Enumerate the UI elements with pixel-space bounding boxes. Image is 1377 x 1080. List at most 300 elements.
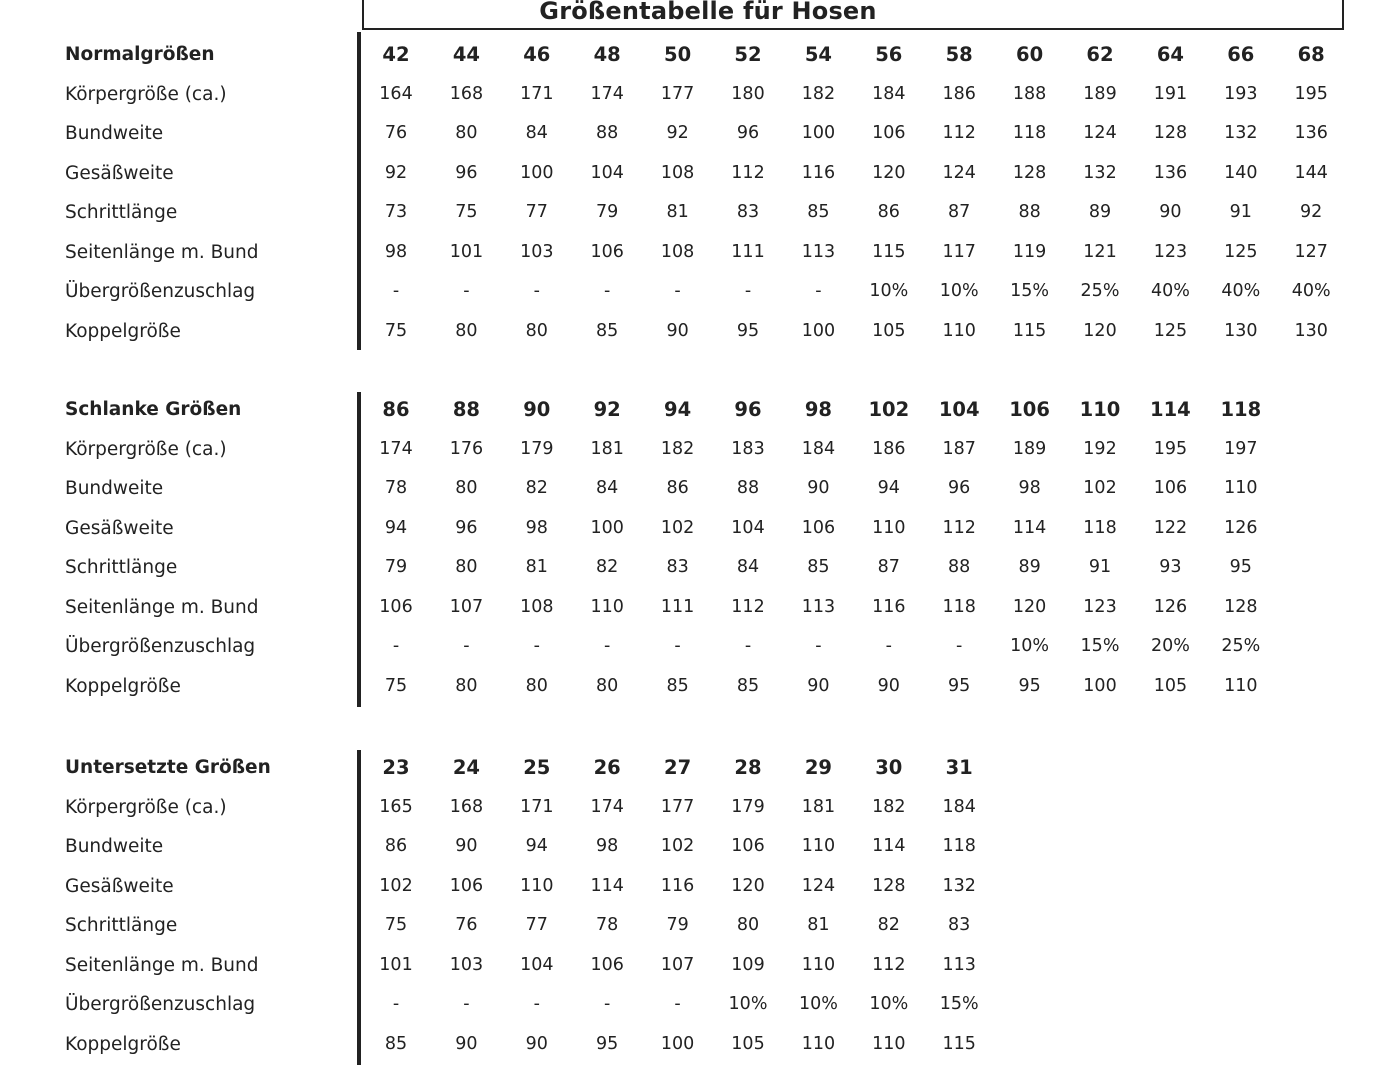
- table-cell: 96: [736, 123, 760, 143]
- table-cell: 75: [455, 202, 478, 222]
- table-cell: 10%: [869, 281, 909, 301]
- table-cell: 136: [1294, 123, 1328, 143]
- table-cell: 104: [520, 955, 554, 975]
- table-cell: 116: [872, 597, 906, 617]
- table-cell: 106: [1153, 478, 1188, 498]
- table-cell: 15%: [1010, 281, 1050, 301]
- table-cell: 15%: [1080, 636, 1120, 656]
- table-cell: 112: [872, 955, 906, 975]
- table-cell: 110: [801, 1034, 836, 1054]
- table-cell: -: [463, 636, 470, 656]
- table-cell: 10%: [728, 994, 768, 1014]
- table-cell: 80: [525, 321, 548, 341]
- row-label: Schrittlänge: [65, 202, 178, 223]
- table-cell: 87: [948, 202, 971, 222]
- table-cell: 114: [590, 876, 624, 896]
- table-cell: 195: [1294, 84, 1328, 104]
- table-row: [0, 469, 1377, 508]
- table-cell: 119: [1012, 242, 1047, 262]
- row-label: Koppelgröße: [65, 676, 181, 697]
- table-cell: 113: [801, 597, 836, 617]
- table-cell: 120: [1083, 321, 1117, 341]
- table-cell: 90: [525, 1034, 548, 1054]
- table-cell: 102: [379, 876, 413, 896]
- table-cell: 92: [384, 163, 408, 183]
- size-header-cell: 56: [875, 43, 903, 66]
- size-header-cell: 104: [938, 398, 980, 421]
- table-cell: 88: [736, 478, 760, 498]
- size-header-cell: 23: [382, 756, 410, 779]
- table-cell: 108: [520, 597, 554, 617]
- table-cell: -: [604, 636, 611, 656]
- table-cell: 82: [525, 478, 548, 498]
- table-cell: 92: [666, 123, 689, 143]
- table-cell: 180: [731, 84, 765, 104]
- table-cell: 94: [877, 478, 900, 498]
- table-cell: 100: [520, 163, 554, 183]
- table-cell: 124: [942, 163, 976, 183]
- table-cell: 101: [449, 242, 484, 262]
- table-cell: 165: [379, 797, 413, 817]
- table-cell: 121: [1083, 242, 1117, 262]
- table-cell: 81: [807, 915, 830, 935]
- size-header-cell: 66: [1227, 43, 1255, 66]
- table-cell: 81: [666, 202, 689, 222]
- table-cell: 95: [736, 321, 760, 341]
- table-cell: 89: [1018, 557, 1041, 577]
- table-cell: 110: [942, 321, 976, 341]
- size-header-cell: 54: [804, 43, 832, 66]
- table-cell: 82: [877, 915, 900, 935]
- row-label: Seitenlänge m. Bund: [65, 597, 259, 618]
- table-cell: 118: [942, 597, 976, 617]
- table-row: [0, 788, 1377, 827]
- table-row: [0, 233, 1377, 272]
- table-cell: 91: [1088, 557, 1112, 577]
- table-cell: 94: [384, 518, 408, 538]
- table-cell: 75: [384, 915, 408, 935]
- table-cell: 128: [1153, 123, 1188, 143]
- row-label: Koppelgröße: [65, 321, 181, 342]
- table-cell: 110: [801, 955, 836, 975]
- table-cell: 85: [666, 676, 689, 696]
- table-cell: 112: [731, 163, 765, 183]
- row-label: Koppelgröße: [65, 1034, 181, 1055]
- page-title: Größentabelle für Hosen: [539, 0, 877, 25]
- row-label: Seitenlänge m. Bund: [65, 955, 259, 976]
- table-cell: 114: [1012, 518, 1047, 538]
- table-cell: 80: [455, 676, 478, 696]
- table-row: [0, 588, 1377, 627]
- table-cell: 184: [872, 84, 906, 104]
- table-cell: -: [604, 281, 611, 301]
- table-cell: 96: [455, 163, 478, 183]
- table-cell: 113: [942, 955, 976, 975]
- table-cell: 110: [590, 597, 624, 617]
- row-label: Körpergröße (ca.): [65, 84, 227, 105]
- table-cell: 186: [942, 84, 976, 104]
- table-cell: 132: [1224, 123, 1258, 143]
- table-cell: 123: [1153, 242, 1188, 262]
- table-cell: 111: [660, 597, 695, 617]
- title-box: [362, 0, 1344, 30]
- size-header-cell: 114: [1150, 398, 1191, 421]
- size-header-cell: 31: [945, 756, 973, 779]
- table-cell: 117: [942, 242, 976, 262]
- table-cell: 186: [872, 439, 906, 459]
- table-cell: 120: [731, 876, 765, 896]
- row-label: Schrittlänge: [65, 915, 178, 936]
- table-cell: 116: [660, 876, 695, 896]
- table-row: [0, 114, 1377, 153]
- table-cell: 182: [660, 439, 695, 459]
- table-cell: 95: [1229, 557, 1252, 577]
- table-cell: 102: [660, 836, 695, 856]
- table-cell: 90: [807, 676, 830, 696]
- table-cell: 174: [590, 84, 624, 104]
- table-cell: 80: [596, 676, 619, 696]
- table-cell: 105: [1153, 676, 1188, 696]
- table-cell: 90: [877, 676, 900, 696]
- table-row: [0, 827, 1377, 866]
- table-cell: 86: [877, 202, 900, 222]
- table-row: [0, 1025, 1377, 1064]
- size-header-cell: 102: [868, 398, 910, 421]
- table-cell: 184: [942, 797, 976, 817]
- table-cell: 120: [872, 163, 906, 183]
- table-cell: -: [533, 281, 540, 301]
- table-header-row: [0, 390, 1377, 429]
- table-cell: 113: [801, 242, 836, 262]
- table-cell: 115: [872, 242, 906, 262]
- size-header-cell: 88: [452, 398, 480, 421]
- row-label: Gesäßweite: [65, 876, 174, 897]
- table-cell: 90: [807, 478, 830, 498]
- table-cell: 108: [660, 163, 695, 183]
- table-cell: 106: [590, 955, 624, 975]
- table-cell: 40%: [1291, 281, 1331, 301]
- table-cell: 89: [1088, 202, 1112, 222]
- table-cell: 80: [525, 676, 548, 696]
- table-cell: -: [463, 281, 470, 301]
- size-header-cell: 27: [664, 756, 692, 779]
- table-header-row: [0, 748, 1377, 787]
- table-cell: -: [744, 636, 752, 656]
- table-cell: 106: [590, 242, 624, 262]
- table-cell: 126: [1224, 518, 1258, 538]
- table-cell: 110: [872, 1034, 906, 1054]
- table-cell: 10%: [798, 994, 838, 1014]
- table-cell: 98: [525, 518, 548, 538]
- size-header-cell: 42: [382, 43, 410, 66]
- size-header-cell: 28: [734, 756, 762, 779]
- row-label: Bundweite: [65, 836, 164, 857]
- table-cell: 195: [1153, 439, 1188, 459]
- table-cell: 182: [801, 84, 836, 104]
- size-table-1: [0, 35, 1377, 351]
- table-cell: 85: [807, 202, 830, 222]
- table-cell: 132: [1083, 163, 1117, 183]
- table-title: Normalgrößen: [65, 44, 215, 65]
- table-cell: 83: [666, 557, 689, 577]
- table-cell: 130: [1294, 321, 1328, 341]
- size-header-cell: 52: [734, 43, 762, 66]
- table-cell: 79: [596, 202, 619, 222]
- table-cell: 85: [384, 1034, 408, 1054]
- table-cell: 115: [1012, 321, 1047, 341]
- table-cell: 96: [455, 518, 478, 538]
- table-cell: -: [392, 994, 400, 1014]
- table-cell: 84: [596, 478, 619, 498]
- table-cell: 127: [1294, 242, 1328, 262]
- size-header-cell: 46: [523, 43, 551, 66]
- table-cell: 78: [384, 478, 408, 498]
- table-row: [0, 193, 1377, 232]
- table-cell: 100: [801, 321, 836, 341]
- table-cell: 100: [590, 518, 624, 538]
- size-header-cell: 60: [1016, 43, 1044, 66]
- table-cell: 189: [1083, 84, 1117, 104]
- table-cell: 77: [525, 915, 548, 935]
- table-cell: 87: [877, 557, 900, 577]
- row-label: Körpergröße (ca.): [65, 439, 227, 460]
- table-cell: 118: [1012, 123, 1047, 143]
- size-header-cell: 118: [1220, 398, 1262, 421]
- table-cell: 109: [731, 955, 765, 975]
- table-cell: -: [463, 994, 470, 1014]
- table-cell: 171: [520, 797, 554, 817]
- table-cell: 75: [384, 676, 408, 696]
- table-cell: 124: [1083, 123, 1117, 143]
- row-label: Übergrößenzuschlag: [65, 636, 256, 657]
- table-cell: 106: [731, 836, 765, 856]
- table-cell: 126: [1153, 597, 1188, 617]
- table-cell: 106: [379, 597, 413, 617]
- table-cell: 171: [520, 84, 554, 104]
- table-cell: 84: [525, 123, 548, 143]
- row-label: Körpergröße (ca.): [65, 797, 227, 818]
- size-header-cell: 25: [523, 756, 551, 779]
- row-label: Gesäßweite: [65, 518, 174, 539]
- table-cell: -: [392, 636, 400, 656]
- table-cell: 92: [1300, 202, 1323, 222]
- table-cell: 103: [520, 242, 554, 262]
- size-header-cell: 62: [1086, 43, 1114, 66]
- table-cell: 144: [1294, 163, 1328, 183]
- table-cell: 84: [736, 557, 760, 577]
- table-row: [0, 154, 1377, 193]
- table-row: [0, 312, 1377, 351]
- table-cell: 110: [520, 876, 554, 896]
- table-header-row: [0, 35, 1377, 74]
- table-cell: 197: [1224, 439, 1258, 459]
- table-cell: 120: [1012, 597, 1047, 617]
- table-cell: 192: [1083, 439, 1117, 459]
- table-cell: 110: [872, 518, 906, 538]
- table-cell: 110: [1224, 478, 1258, 498]
- table-row: [0, 867, 1377, 906]
- table-cell: 79: [666, 915, 689, 935]
- table-cell: 101: [379, 955, 413, 975]
- table-cell: 168: [449, 797, 484, 817]
- table-cell: 15%: [939, 994, 979, 1014]
- table-cell: 116: [801, 163, 836, 183]
- size-header-cell: 44: [452, 43, 480, 66]
- table-cell: -: [604, 994, 611, 1014]
- table-cell: 130: [1224, 321, 1258, 341]
- table-cell: 191: [1153, 84, 1188, 104]
- table-cell: 75: [384, 321, 408, 341]
- size-header-cell: 86: [382, 398, 410, 421]
- table-cell: 177: [660, 84, 695, 104]
- size-header-cell: 64: [1156, 43, 1184, 66]
- size-header-cell: 98: [804, 398, 832, 421]
- size-header-cell: 30: [875, 756, 903, 779]
- table-cell: 88: [1018, 202, 1041, 222]
- table-cell: 73: [384, 202, 408, 222]
- table-cell: 177: [660, 797, 695, 817]
- table-cell: 123: [1083, 597, 1117, 617]
- table-cell: 125: [1153, 321, 1188, 341]
- table-cell: 189: [1012, 439, 1047, 459]
- table-cell: 181: [590, 439, 624, 459]
- size-header-cell: 48: [593, 43, 621, 66]
- size-header-cell: 96: [734, 398, 762, 421]
- table-cell: 76: [384, 123, 408, 143]
- table-cell: 140: [1224, 163, 1258, 183]
- table-cell: 112: [942, 518, 976, 538]
- table-cell: 100: [1083, 676, 1117, 696]
- table-cell: 174: [379, 439, 413, 459]
- table-cell: 90: [455, 1034, 478, 1054]
- size-header-cell: 29: [804, 756, 832, 779]
- table-cell: 90: [1159, 202, 1182, 222]
- size-header-cell: 24: [452, 756, 480, 779]
- table-title: Untersetzte Größen: [65, 757, 271, 778]
- table-row: [0, 509, 1377, 548]
- table-cell: 176: [449, 439, 484, 459]
- table-cell: 98: [596, 836, 619, 856]
- table-cell: -: [674, 994, 681, 1014]
- table-cell: 102: [660, 518, 695, 538]
- table-cell: 168: [449, 84, 484, 104]
- table-cell: -: [744, 281, 752, 301]
- table-cell: 188: [1012, 84, 1047, 104]
- table-cell: 106: [872, 123, 906, 143]
- table-cell: 118: [1083, 518, 1117, 538]
- table-cell: 86: [666, 478, 689, 498]
- table-cell: 86: [384, 836, 408, 856]
- table-cell: 107: [660, 955, 695, 975]
- table-cell: 182: [872, 797, 906, 817]
- table-cell: 83: [736, 202, 760, 222]
- table-cell: 77: [525, 202, 548, 222]
- size-header-cell: 68: [1297, 43, 1325, 66]
- table-cell: 136: [1153, 163, 1188, 183]
- table-cell: 94: [525, 836, 548, 856]
- table-cell: 187: [942, 439, 976, 459]
- table-row: [0, 667, 1377, 706]
- table-cell: 104: [590, 163, 624, 183]
- table-cell: 80: [736, 915, 760, 935]
- table-cell: 128: [872, 876, 906, 896]
- table-cell: 82: [596, 557, 619, 577]
- table-cell: 110: [1224, 676, 1258, 696]
- table-cell: 128: [1012, 163, 1047, 183]
- table-cell: 95: [596, 1034, 619, 1054]
- table-cell: 100: [660, 1034, 695, 1054]
- table-cell: 108: [660, 242, 695, 262]
- row-label: Übergrößenzuschlag: [65, 994, 256, 1015]
- table-cell: 106: [449, 876, 484, 896]
- size-header-cell: 58: [945, 43, 973, 66]
- table-row: [0, 906, 1377, 945]
- table-cell: 106: [801, 518, 836, 538]
- table-cell: -: [674, 281, 681, 301]
- table-cell: 91: [1229, 202, 1252, 222]
- table-cell: 105: [731, 1034, 765, 1054]
- table-row: [0, 272, 1377, 311]
- table-cell: 104: [731, 518, 765, 538]
- table-cell: 93: [1159, 557, 1182, 577]
- table-cell: 125: [1224, 242, 1258, 262]
- table-cell: 10%: [939, 281, 979, 301]
- row-label: Bundweite: [65, 478, 164, 499]
- size-header-cell: 90: [523, 398, 551, 421]
- table-cell: -: [815, 281, 822, 301]
- table-cell: 122: [1153, 518, 1188, 538]
- table-cell: 80: [455, 478, 478, 498]
- size-table-2: [0, 390, 1377, 706]
- table-cell: 179: [520, 439, 554, 459]
- table-cell: 25%: [1080, 281, 1120, 301]
- table-cell: 184: [801, 439, 836, 459]
- table-cell: 88: [948, 557, 971, 577]
- table-cell: -: [533, 994, 540, 1014]
- table-cell: 85: [736, 676, 760, 696]
- table-cell: 85: [596, 321, 619, 341]
- table-cell: 80: [455, 557, 478, 577]
- table-cell: 80: [455, 123, 478, 143]
- table-cell: 100: [801, 123, 836, 143]
- table-cell: 112: [942, 123, 976, 143]
- table-row: [0, 627, 1377, 666]
- table-cell: 181: [801, 797, 836, 817]
- table-cell: 83: [948, 915, 971, 935]
- table-cell: 40%: [1150, 281, 1190, 301]
- table-cell: 105: [872, 321, 906, 341]
- table-cell: 112: [731, 597, 765, 617]
- row-label: Übergrößenzuschlag: [65, 281, 256, 302]
- table-title: Schlanke Größen: [65, 399, 242, 420]
- table-cell: 107: [449, 597, 484, 617]
- table-row: [0, 985, 1377, 1024]
- table-row: [0, 430, 1377, 469]
- table-cell: -: [392, 281, 400, 301]
- row-label: Seitenlänge m. Bund: [65, 242, 259, 263]
- table-cell: 98: [384, 242, 408, 262]
- table-row: [0, 75, 1377, 114]
- table-cell: -: [956, 636, 963, 656]
- table-cell: 85: [807, 557, 830, 577]
- table-cell: 10%: [869, 994, 909, 1014]
- size-header-cell: 50: [664, 43, 692, 66]
- table-row: [0, 946, 1377, 985]
- table-cell: 90: [666, 321, 689, 341]
- table-cell: 193: [1224, 84, 1258, 104]
- table-cell: 115: [942, 1034, 976, 1054]
- table-cell: 76: [455, 915, 478, 935]
